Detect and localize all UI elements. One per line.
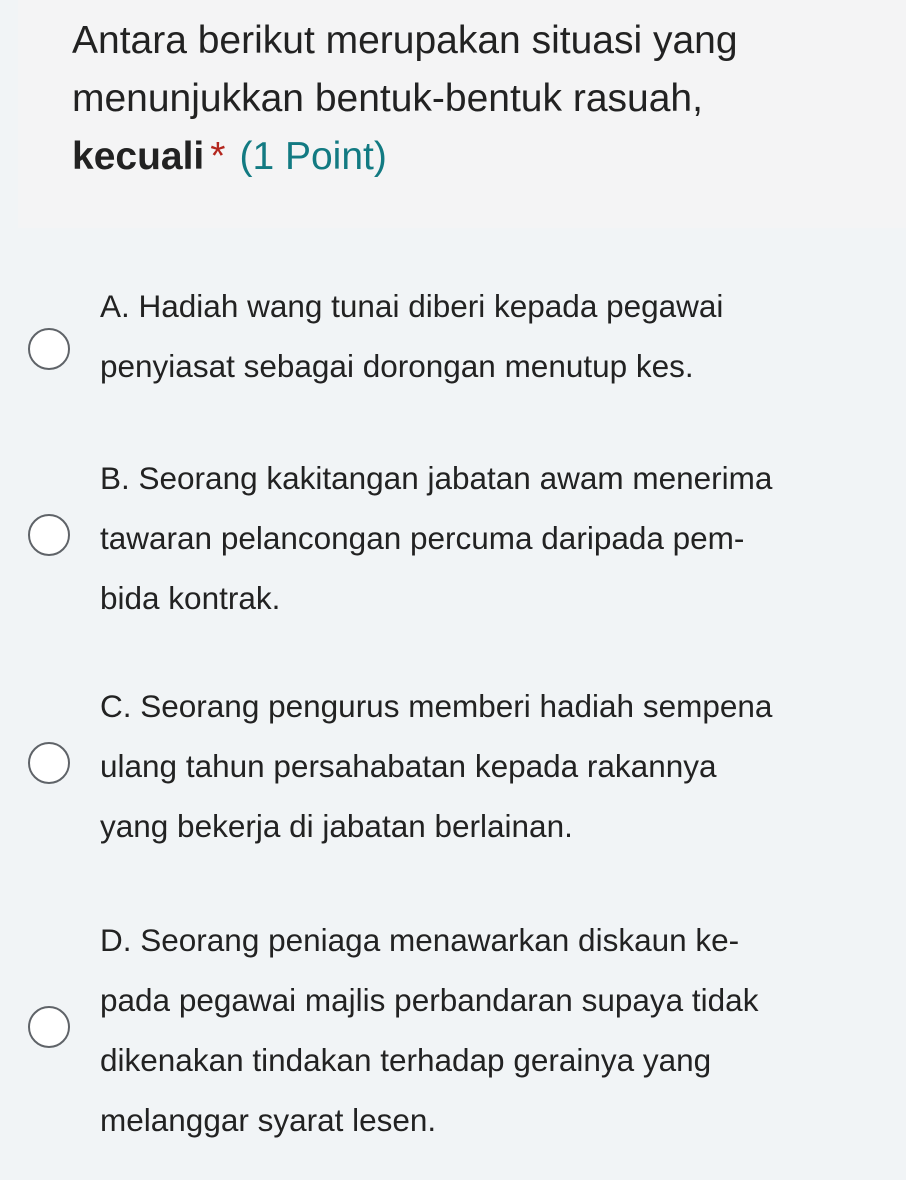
answer-options [0,228,906,1180]
question-text-emphasis: kecuali [72,135,205,178]
option-d-radio[interactable] [28,1006,70,1048]
option-b[interactable] [0,446,906,630]
question-text-line1: Antara berikut merupakan situasi yang [72,19,738,62]
option-d-label: D. Seorang peniaga menawarkan diskaun ke- pada pegawai majlis perbandaran supaya tidak dikenakan tindakan terhadap gerainya yang melanggar syarat lesen. [100,922,759,1138]
option-a-label: A. Hadiah wang tunai diberi kepada pegawai penyiasat sebagai dorongan menutup kes. [100,288,724,384]
option-a[interactable] [0,270,906,394]
option-d[interactable] [0,910,906,1154]
question-title [72,12,882,186]
option-b-radio[interactable] [28,514,70,556]
required-asterisk: * [210,135,226,178]
question-text-line2: menunjukkan bentuk-bentuk rasuah, [72,77,703,120]
option-c-label: C. Seorang pengurus memberi hadiah sempena ulang tahun persahabatan kepada rakannya yang bekerja di jabatan berlainan. [100,688,773,844]
question-points: (1 Point) [239,135,387,178]
option-c[interactable] [0,674,906,858]
option-a-radio[interactable] [28,328,70,370]
option-c-radio[interactable] [28,742,70,784]
option-b-label: B. Seorang kakitangan jabatan awam menerima tawaran pelancongan percuma daripada pem- bida kontrak. [100,460,773,616]
